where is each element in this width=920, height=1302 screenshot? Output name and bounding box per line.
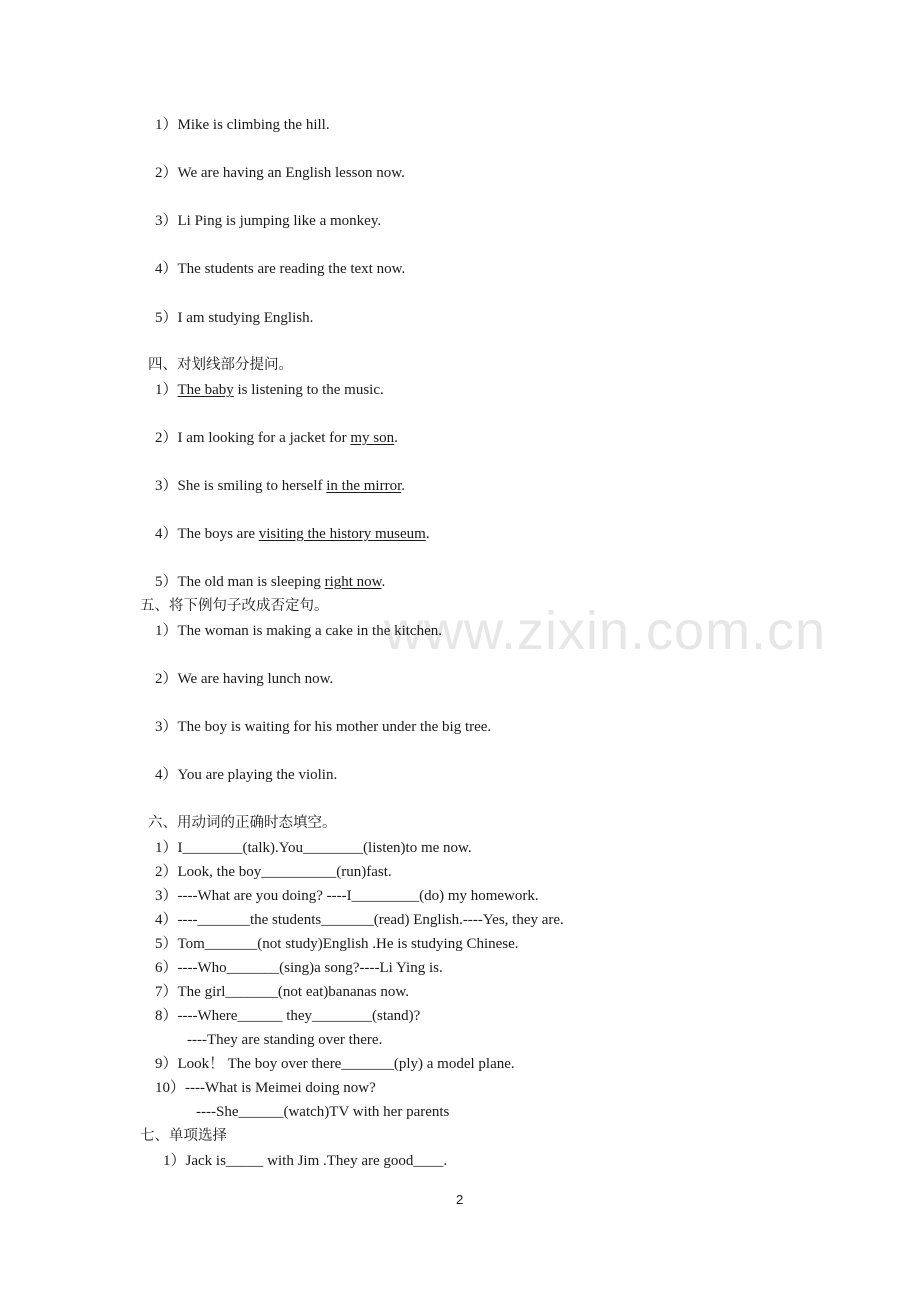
list-item: 1）Jack is_____ with Jim .They are good____.	[163, 1153, 448, 1169]
list-item: 2）I am looking for a jacket for my son.	[155, 430, 398, 446]
page-number: 2	[456, 1192, 464, 1207]
list-item: 4）The boys are visiting the history museum.	[155, 526, 430, 542]
list-item: 5）Tom_______(not study)English .He is studying Chinese.	[155, 936, 519, 952]
underlined-phrase: right now	[324, 574, 382, 590]
list-item: 2）Look, the boy__________(run)fast.	[155, 864, 392, 880]
list-item: 6）----Who_______(sing)a song?----Li Ying is.	[155, 960, 443, 976]
list-item: 2）We are having lunch now.	[155, 671, 334, 687]
list-item: 3）The boy is waiting for his mother under the big tree.	[155, 719, 492, 735]
list-item: 4）You are playing the violin.	[155, 767, 338, 783]
list-item: 7）The girl_______(not eat)bananas now.	[155, 984, 409, 1000]
underlined-phrase: in the mirror	[326, 478, 402, 494]
underlined-phrase: my son	[350, 430, 395, 446]
list-item: 9）Look！ The boy over there_______(ply) a model plane.	[155, 1056, 515, 1072]
section-heading: 六、用动词的正确时态填空。	[148, 815, 337, 831]
list-item: 1）Mike is climbing the hill.	[155, 117, 330, 133]
list-item: 1）The baby is listening to the music.	[155, 382, 384, 398]
list-item: 1）I________(talk).You________(listen)to me now.	[155, 840, 472, 856]
watermark: www.zixin.com.cn	[384, 601, 827, 661]
section-heading: 五、将下例句子改成否定句。	[140, 598, 329, 614]
section-heading: 四、对划线部分提问。	[148, 357, 293, 373]
list-item: 4）The students are reading the text now.	[155, 261, 406, 277]
list-item: 2）We are having an English lesson now.	[155, 165, 405, 181]
list-item: 5）The old man is sleeping right now.	[155, 574, 386, 590]
list-item: 4）----_______the students_______(read) English.----Yes, they are.	[155, 912, 564, 928]
list-item: 3）She is smiling to herself in the mirror.	[155, 478, 406, 494]
underlined-phrase: visiting the history museum	[258, 526, 426, 542]
list-item: 3）----What are you doing? ----I_________(do) my homework.	[155, 888, 539, 904]
list-item: ----She______(watch)TV with her parents	[196, 1104, 450, 1120]
underlined-phrase: The baby	[177, 382, 234, 398]
list-item: 8）----Where______ they________(stand)?	[155, 1008, 421, 1024]
list-item: 10）----What is Meimei doing now?	[155, 1080, 376, 1096]
list-item: 1）The woman is making a cake in the kitchen.	[155, 623, 442, 639]
list-item: 5）I am studying English.	[155, 310, 314, 326]
section-heading: 七、单项选择	[140, 1128, 227, 1144]
list-item: ----They are standing over there.	[187, 1032, 383, 1048]
list-item: 3）Li Ping is jumping like a monkey.	[155, 213, 382, 229]
